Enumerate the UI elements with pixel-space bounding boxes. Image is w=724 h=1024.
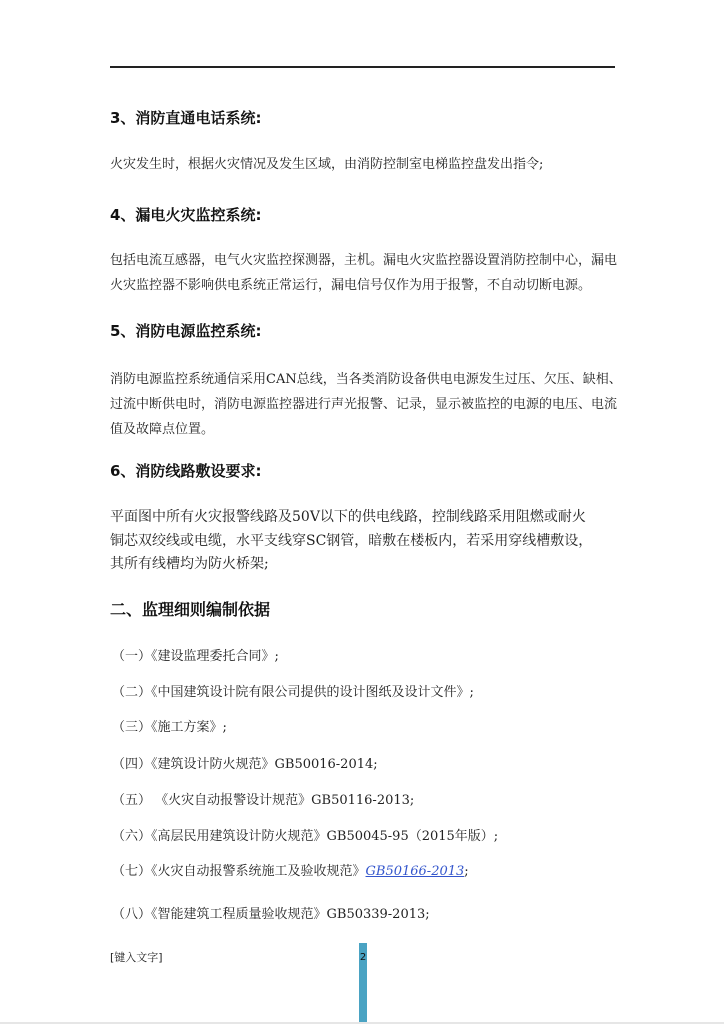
page-number: 2 [359,952,367,963]
body-line: 火灾监控器不影响供电系统正常运行，漏电信号仅作为用于报警，不自动切断电源。 [110,278,592,293]
body-line: 火灾发生时，根据火灾情况及发生区域，由消防控制室电梯监控盘发出指令; [110,157,544,172]
standard-link[interactable]: GB50166-2013 [365,864,465,879]
basis-item-8: （八）《智能建筑工程质量验收规范》GB50339-2013; [112,907,430,922]
body-line: 其所有线槽均为防火桥架; [110,556,269,572]
body-line: 消防电源监控系统通信采用CAN总线，当各类消防设备供电电源发生过压、欠压、缺相、 [110,372,622,387]
section-body-power-monitoring [110,367,622,442]
basis-item-2: （二）《中国建筑设计院有限公司提供的设计图纸及设计文件》; [112,685,474,700]
section-body-fire-telephone [110,152,615,177]
section-heading-power-monitoring: 5、消防电源监控系统: [110,322,262,340]
body-line: 过流中断供电时，消防电源监控器进行声光报警、记录，显示被监控的电源的电压、电流 [110,397,618,412]
header-rule [110,66,615,68]
footer-placeholder-text[interactable]: [键入文字] [110,951,163,964]
basis-item-4: （四）《建筑设计防火规范》GB50016-2014; [112,757,378,772]
body-line: 铜芯双绞线或电缆，水平支线穿SC钢管，暗敷在楼板内，若采用穿线槽敷设， [110,532,593,549]
basis-item-7-suffix: ; [464,864,469,879]
section-heading-wiring-requirements: 6、消防线路敷设要求: [110,462,262,480]
section-body-wiring-requirements [110,506,615,577]
basis-item-7 [112,862,469,882]
basis-item-3: （三）《施工方案》; [112,720,227,735]
basis-heading: 二、监理细则编制依据 [110,600,271,619]
section-heading-fire-telephone: 3、消防直通电话系统: [110,109,262,127]
body-line: 包括电流互感器，电气火灾监控探测器，主机。漏电火灾监控器设置消防控制中心，漏电 [110,253,618,268]
section-body-leakage-monitoring [110,248,618,298]
basis-item-5: （五） 《火灾自动报警设计规范》GB50116-2013; [112,793,415,808]
body-line: 值及故障点位置。 [110,422,215,437]
basis-item-1: （一）《建设监理委托合同》; [112,649,279,664]
basis-item-7-text: （七）《火灾自动报警系统施工及验收规范》 [112,864,366,879]
body-line: 平面图中所有火灾报警线路及50V以下的供电线路，控制线路采用阻燃或耐火 [110,509,586,525]
section-heading-leakage-monitoring: 4、漏电火灾监控系统: [110,206,262,224]
basis-item-6: （六）《高层民用建筑设计防火规范》GB50045-95（2015年版）; [112,829,499,844]
